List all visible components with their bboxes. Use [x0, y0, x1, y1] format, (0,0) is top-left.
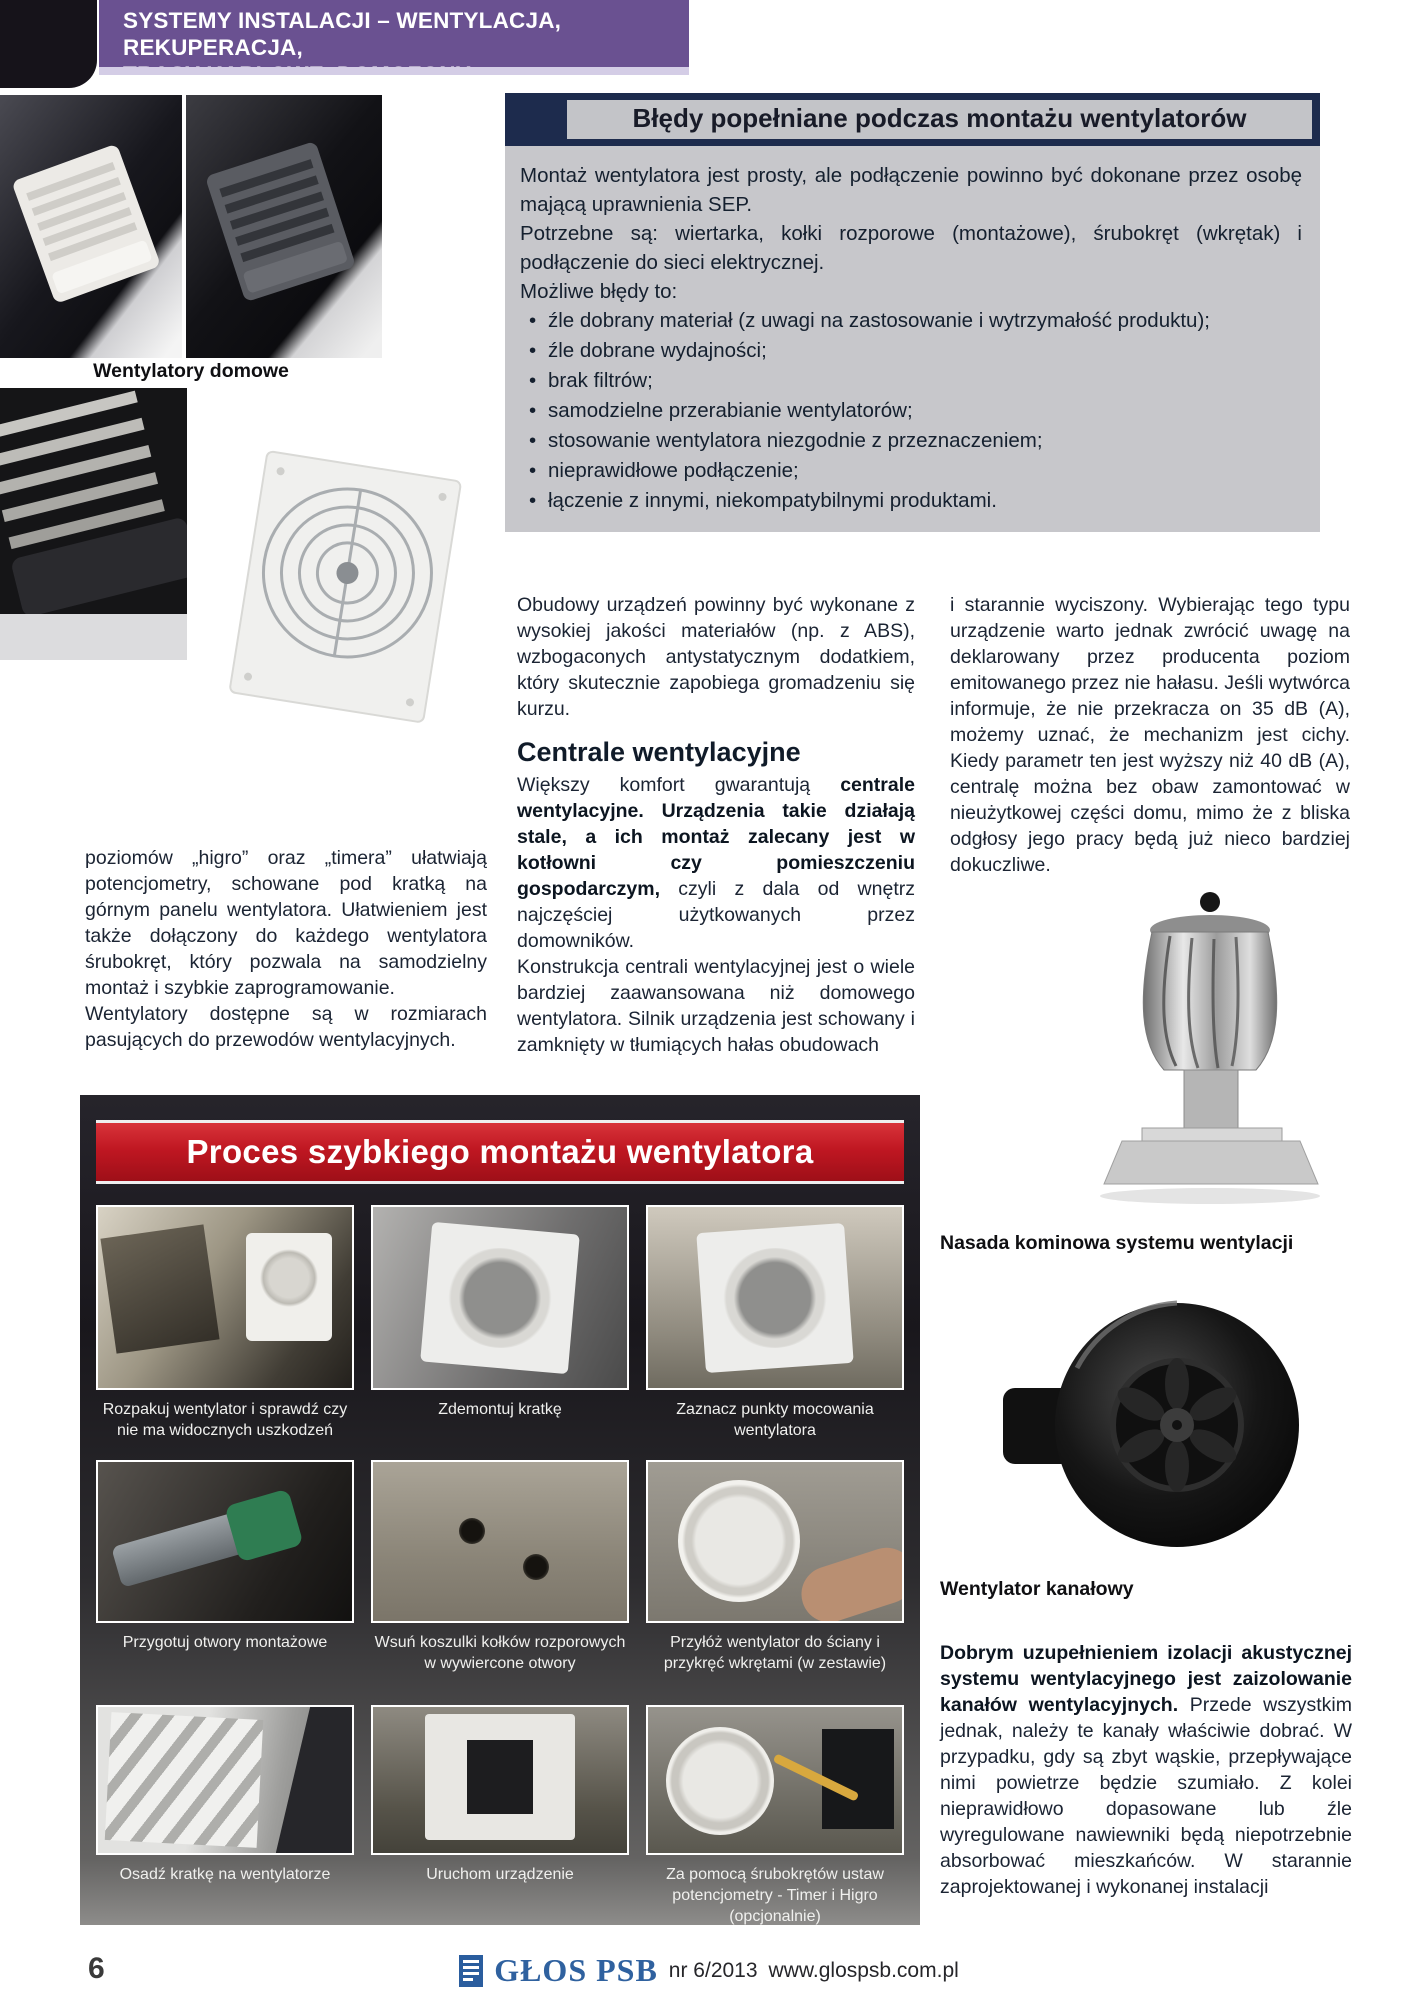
middle-p2-end: czyli z dala od wnętrz najczęściej użytkowanych przez domowników.	[517, 878, 915, 952]
step-caption-9: Za pomocą śrubokrętów ustaw potencjometry - Timer i Higro (opcjonalnie)	[666, 1866, 884, 1925]
step-caption-2: Zdemontuj kratkę	[438, 1401, 562, 1418]
error-box-intro1: Montaż wentylatora jest prosty, ale podłączenie powinno być dokonane przez osobę mającą uprawnienia SEP.	[520, 164, 1302, 216]
step-caption-5: Wsuń koszulki kołków rozporowych w wywiercone otwory	[374, 1634, 626, 1672]
page-title-line1: SYSTEMY INSTALACJI – WENTYLACJA, REKUPERACJA,	[123, 8, 562, 60]
error-box-titlebar	[505, 93, 1320, 146]
right-paragraph-1: i starannie wyciszony. Wybierając tego typu urządzenie warto jednak zwrócić uwagę na deklarowany przez producenta poziom emitowanego przez nie hałasu. Jeśli wytwórca informuje, że nie przekracza on 35 dB (A), możemy uznać, że mechanizm jest cichy. Kiedy parametr ten jest wyższy niż 40 dB (A), centralę można bez obaw zamontować w nieużytkowej części domu, mimo że z bliska odgłosy jego pracy będą już nieco bardziej dokuczliwe.	[950, 594, 1350, 876]
montage-row-1	[96, 1205, 904, 1441]
issue-number: nr 6/2013	[668, 1958, 758, 1982]
error-box-intro2: Potrzebne są: wiertarka, kołki rozporowe (montażowe), śrubokręt (wkrętak) i podłączenie do sieci elektrycznej.	[520, 222, 1302, 274]
error-bullet-list	[520, 306, 1302, 516]
error-bullet-item: • źle dobrane wydajności;	[520, 336, 1302, 366]
glos-psb-logo-icon	[459, 1955, 483, 1987]
left-text-column	[85, 845, 487, 1053]
step-caption-7: Osadź kratkę na wentylatorze	[119, 1866, 331, 1883]
montage-step-9	[646, 1705, 904, 1927]
error-box-body	[505, 146, 1320, 532]
error-bullet-item: • źle dobrany materiał (z uwagi na zastosowanie i wytrzymałość produktu);	[520, 306, 1302, 336]
caption-domestic-fans: Wentylatory domowe	[93, 360, 289, 382]
photo-chimney-cowl	[1060, 878, 1345, 1228]
step-photo-9	[646, 1705, 904, 1855]
step-photo-8	[371, 1705, 629, 1855]
caption-duct-fan: Wentylator kanałowy	[940, 1578, 1134, 1600]
magazine-title: GŁOS PSB	[494, 1952, 658, 1988]
left-paragraph-2: Wentylatory dostępne są w rozmiarach pasujących do przewodów wentylacyjnych.	[85, 1003, 487, 1051]
page-number: 6	[88, 1952, 105, 1985]
middle-paragraph-2	[517, 772, 915, 954]
montage-step-6	[646, 1460, 904, 1674]
step-photo-6	[646, 1460, 904, 1623]
error-box-intro3: Możliwe błędy to:	[520, 280, 678, 303]
error-bullet-item: • samodzielne przerabianie wentylatorów;	[520, 396, 1302, 426]
step-photo-4	[96, 1460, 354, 1623]
left-paragraph-1: poziomów „higro” oraz „timera” ułatwiają potencjometry, schowane pod kratką na górnym panelu wentylatora. Ułatwieniem jest także dołączony do każdego wentylatora śrubokręt, który pozwala na samodzielny montaż i szybkie zaprogramowanie.	[85, 847, 487, 999]
montage-step-2	[371, 1205, 629, 1441]
montage-row-3	[96, 1705, 904, 1927]
error-bullet-item: • brak filtrów;	[520, 366, 1302, 396]
error-box-title: Błędy popełniane podczas montażu wentylatorów	[567, 100, 1312, 139]
montage-step-3	[646, 1205, 904, 1441]
page-title	[99, 0, 689, 67]
photo-domestic-fan-dark	[186, 95, 382, 358]
error-bullet-item: • stosowanie wentylatora niezgodnie z przeznaczeniem;	[520, 426, 1302, 456]
montage-panel	[80, 1095, 920, 1925]
photo-domestic-fan-white	[0, 95, 182, 358]
step-photo-1	[96, 1205, 354, 1390]
corner-black-tab	[0, 0, 97, 88]
middle-paragraph-1: Obudowy urządzeń powinny być wykonane z wysokiej jakości materiałów (np. z ABS), wzbogaconych antystatycznym dodatkiem, który skutecznie zapobiega gromadzeniu się kurzu.	[517, 594, 915, 720]
banner-underline	[99, 67, 689, 75]
montage-row-2	[96, 1460, 904, 1674]
error-box	[505, 93, 1320, 532]
montage-step-5	[371, 1460, 629, 1674]
montage-step-7	[96, 1705, 354, 1927]
montage-step-4	[96, 1460, 354, 1674]
step-caption-8: Uruchom urządzenie	[426, 1866, 574, 1883]
montage-step-8	[371, 1705, 629, 1927]
sidebar-paragraph-rest: Przede wszystkim jednak, należy te kanały właściwie dobrać. W przypadku, gdy są zbyt wąskie, przepływające nimi powietrze będzie szumiało. Z kolei nieprawidłowo dopasowane lub źle wyregulowane nawiewniki będą niepotrzebnie absorbować mieszkańców. W starannie zaprojektowanej i wykonanej instalacji	[940, 1694, 1352, 1898]
photo-duct-fan	[985, 1280, 1325, 1570]
montage-step-1	[96, 1205, 354, 1441]
montage-title-banner: Proces szybkiego montażu wentylatora	[96, 1120, 904, 1184]
caption-chimney-cowl: Nasada kominowa systemu wentylacji	[940, 1232, 1294, 1254]
section-heading: Centrale wentylacyjne	[517, 737, 801, 767]
step-caption-3: Zaznacz punkty mocowania wentylatora	[676, 1401, 874, 1439]
photo-metal-axial-fan	[210, 395, 482, 795]
photo-fan-grille-closeup	[0, 388, 187, 660]
website-url: www.glospsb.com.pl	[768, 1958, 959, 1982]
middle-paragraph-3: Konstrukcja centrali wentylacyjnej jest o wiele bardziej zaawansowana niż domowego wentylatora. Silnik urządzenia jest schowany i zamknięty w tłumiących hałas obudowach	[517, 956, 915, 1056]
sidebar-paragraph-bold: Dobrym uzupełnieniem izolacji akustycznej systemu wentylacyjnego jest zaizolowanie kanałów wentylacyjnych.	[940, 1642, 1352, 1716]
middle-text-column	[517, 592, 915, 1058]
sidebar-text-column	[940, 1640, 1352, 1900]
error-bullet-item: • łączenie z innymi, niekompatybilnymi produktami.	[520, 486, 1302, 516]
error-bullet-item: • nieprawidłowe podłączenie;	[520, 456, 1302, 486]
step-caption-6: Przyłóż wentylator do ściany i przykręć wkrętami (w zestawie)	[663, 1634, 887, 1672]
step-photo-2	[371, 1205, 629, 1390]
step-caption-4: Przygotuj otwory montażowe	[122, 1634, 328, 1651]
step-photo-3	[646, 1205, 904, 1390]
step-caption-1: Rozpakuj wentylator i sprawdź czy nie ma widocznych uszkodzeń	[102, 1401, 348, 1439]
middle-p2-bold: centrale wentylacyjne. Urządzenia takie działają stale, a ich montaż zalecany jest w kotłowni czy pomieszczeniu gospodarczym,	[517, 774, 915, 900]
middle-p2-start: Większy komfort gwarantują	[517, 774, 841, 796]
step-photo-7	[96, 1705, 354, 1855]
step-photo-5	[371, 1460, 629, 1623]
footer	[0, 1952, 1418, 1989]
sidebar-paragraph	[940, 1640, 1352, 1900]
right-text-column	[950, 592, 1350, 878]
